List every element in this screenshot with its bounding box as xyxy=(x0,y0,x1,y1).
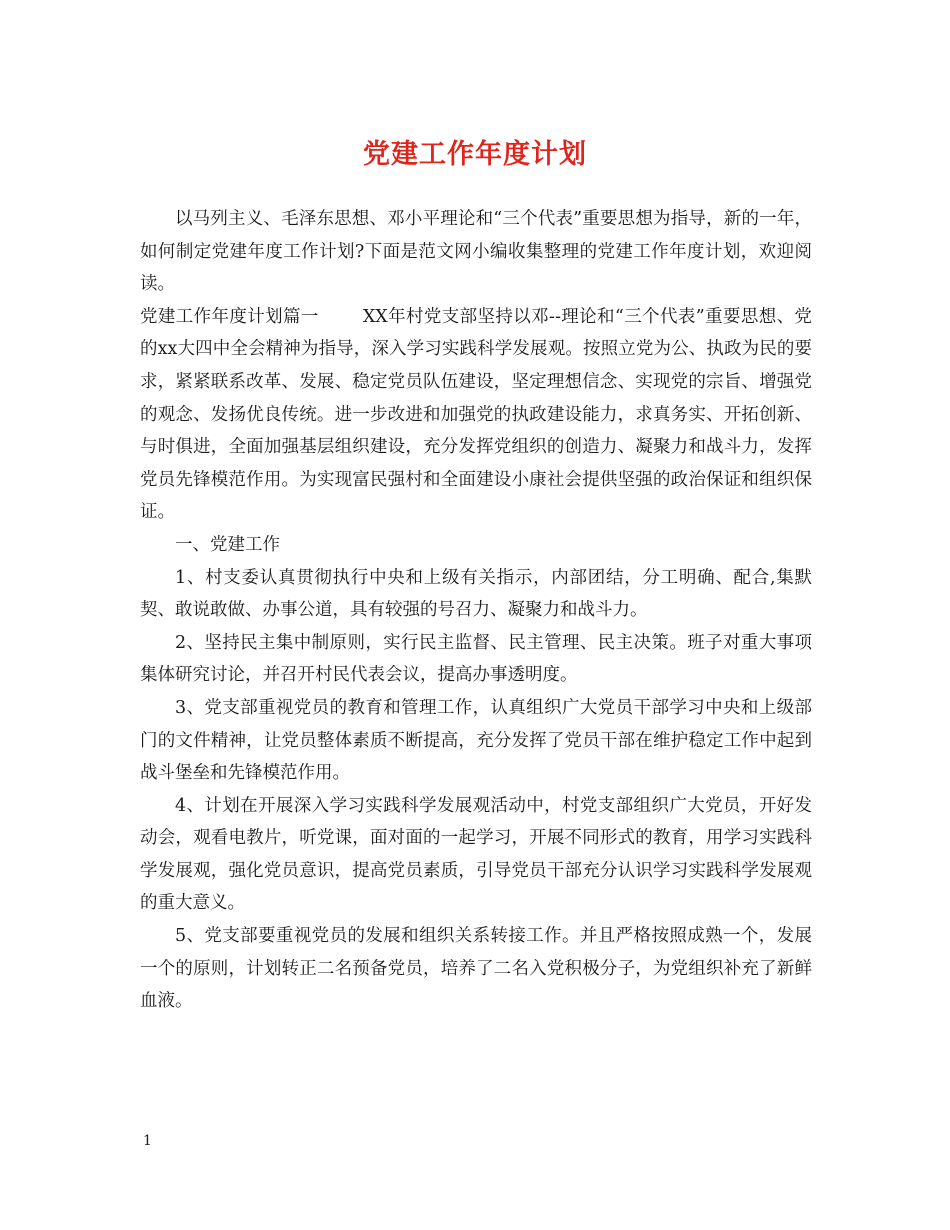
list-item: 5、党支部要重视党员的发展和组织关系转接工作。并且严格按照成熟一个，发展一个的原则，计划转正二名预备党员，培养了二名入党积极分子，为党组织补充了新鲜血液。 xyxy=(140,926,812,1012)
page-number: 1 xyxy=(143,1133,152,1149)
list-item: 3、党支部重视党员的教育和管理工作，认真组织广大党员干部学习中央和上级部门的文件精神，让党员整体素质不断提高，充分发挥了党员干部在维护稳定工作中起到战斗堡垒和先锋模范作用。 xyxy=(140,697,812,784)
document-title: 党建工作年度计划 xyxy=(363,139,587,170)
list-item: 4、计划在开展深入学习实践科学发展观活动中，村党支部组织广大党员，开好发动会，观看电教片，听党课，面对面的一起学习，开展不同形式的教育，用学习实践科学发展观，强化党员意识，提高党员素质，引导党员干部充分认识学习实践科学发展观的重大意义。 xyxy=(140,795,812,914)
section-text: XX年村党支部坚持以邓--理论和“三个代表”重要思想、党的xx大四中全会精神为指导，深入学习实践科学发展观。按照立党为公、执政为民的要求，紧紧联系改革、发展、稳定党员队伍建设，坚定理想信念、实现党的宗旨、增强党的观念、发扬优良传统。进一步改进和加强党的执政建设能力，求真务实、开拓创新、与时俱进，全面加强基层组织建设，充分发挥党组织的创造力、凝聚力和战斗力，发挥党员先锋模范作用。为实现富民强村和全面建设小康社会提供坚强的政治保证和组织保证。 xyxy=(140,306,813,523)
list-item: 2、坚持民主集中制原则，实行民主监督、民主管理、民主决策。班子对重大事项集体研究讨论，并召开村民代表会议，提高办事透明度。 xyxy=(140,632,812,686)
list-item: 1、村支委认真贯彻执行中央和上级有关指示，内部团结，分工明确、配合,集默契、敢说敢做、办事公道，具有较强的号召力、凝聚力和战斗力。 xyxy=(140,567,812,621)
section-label: 党建工作年度计划篇一 xyxy=(140,306,319,327)
heading-party-work: 一、党建工作 xyxy=(175,534,280,555)
intro-paragraph: 以马列主义、毛泽东思想、邓小平理论和“三个代表”重要思想为指导，新的一年，如何制定党建年度工作计划?下面是范文网小编收集整理的党建工作年度计划，欢迎阅读。 xyxy=(140,209,812,295)
section-paragraph xyxy=(140,301,812,529)
document-body xyxy=(140,203,812,1018)
